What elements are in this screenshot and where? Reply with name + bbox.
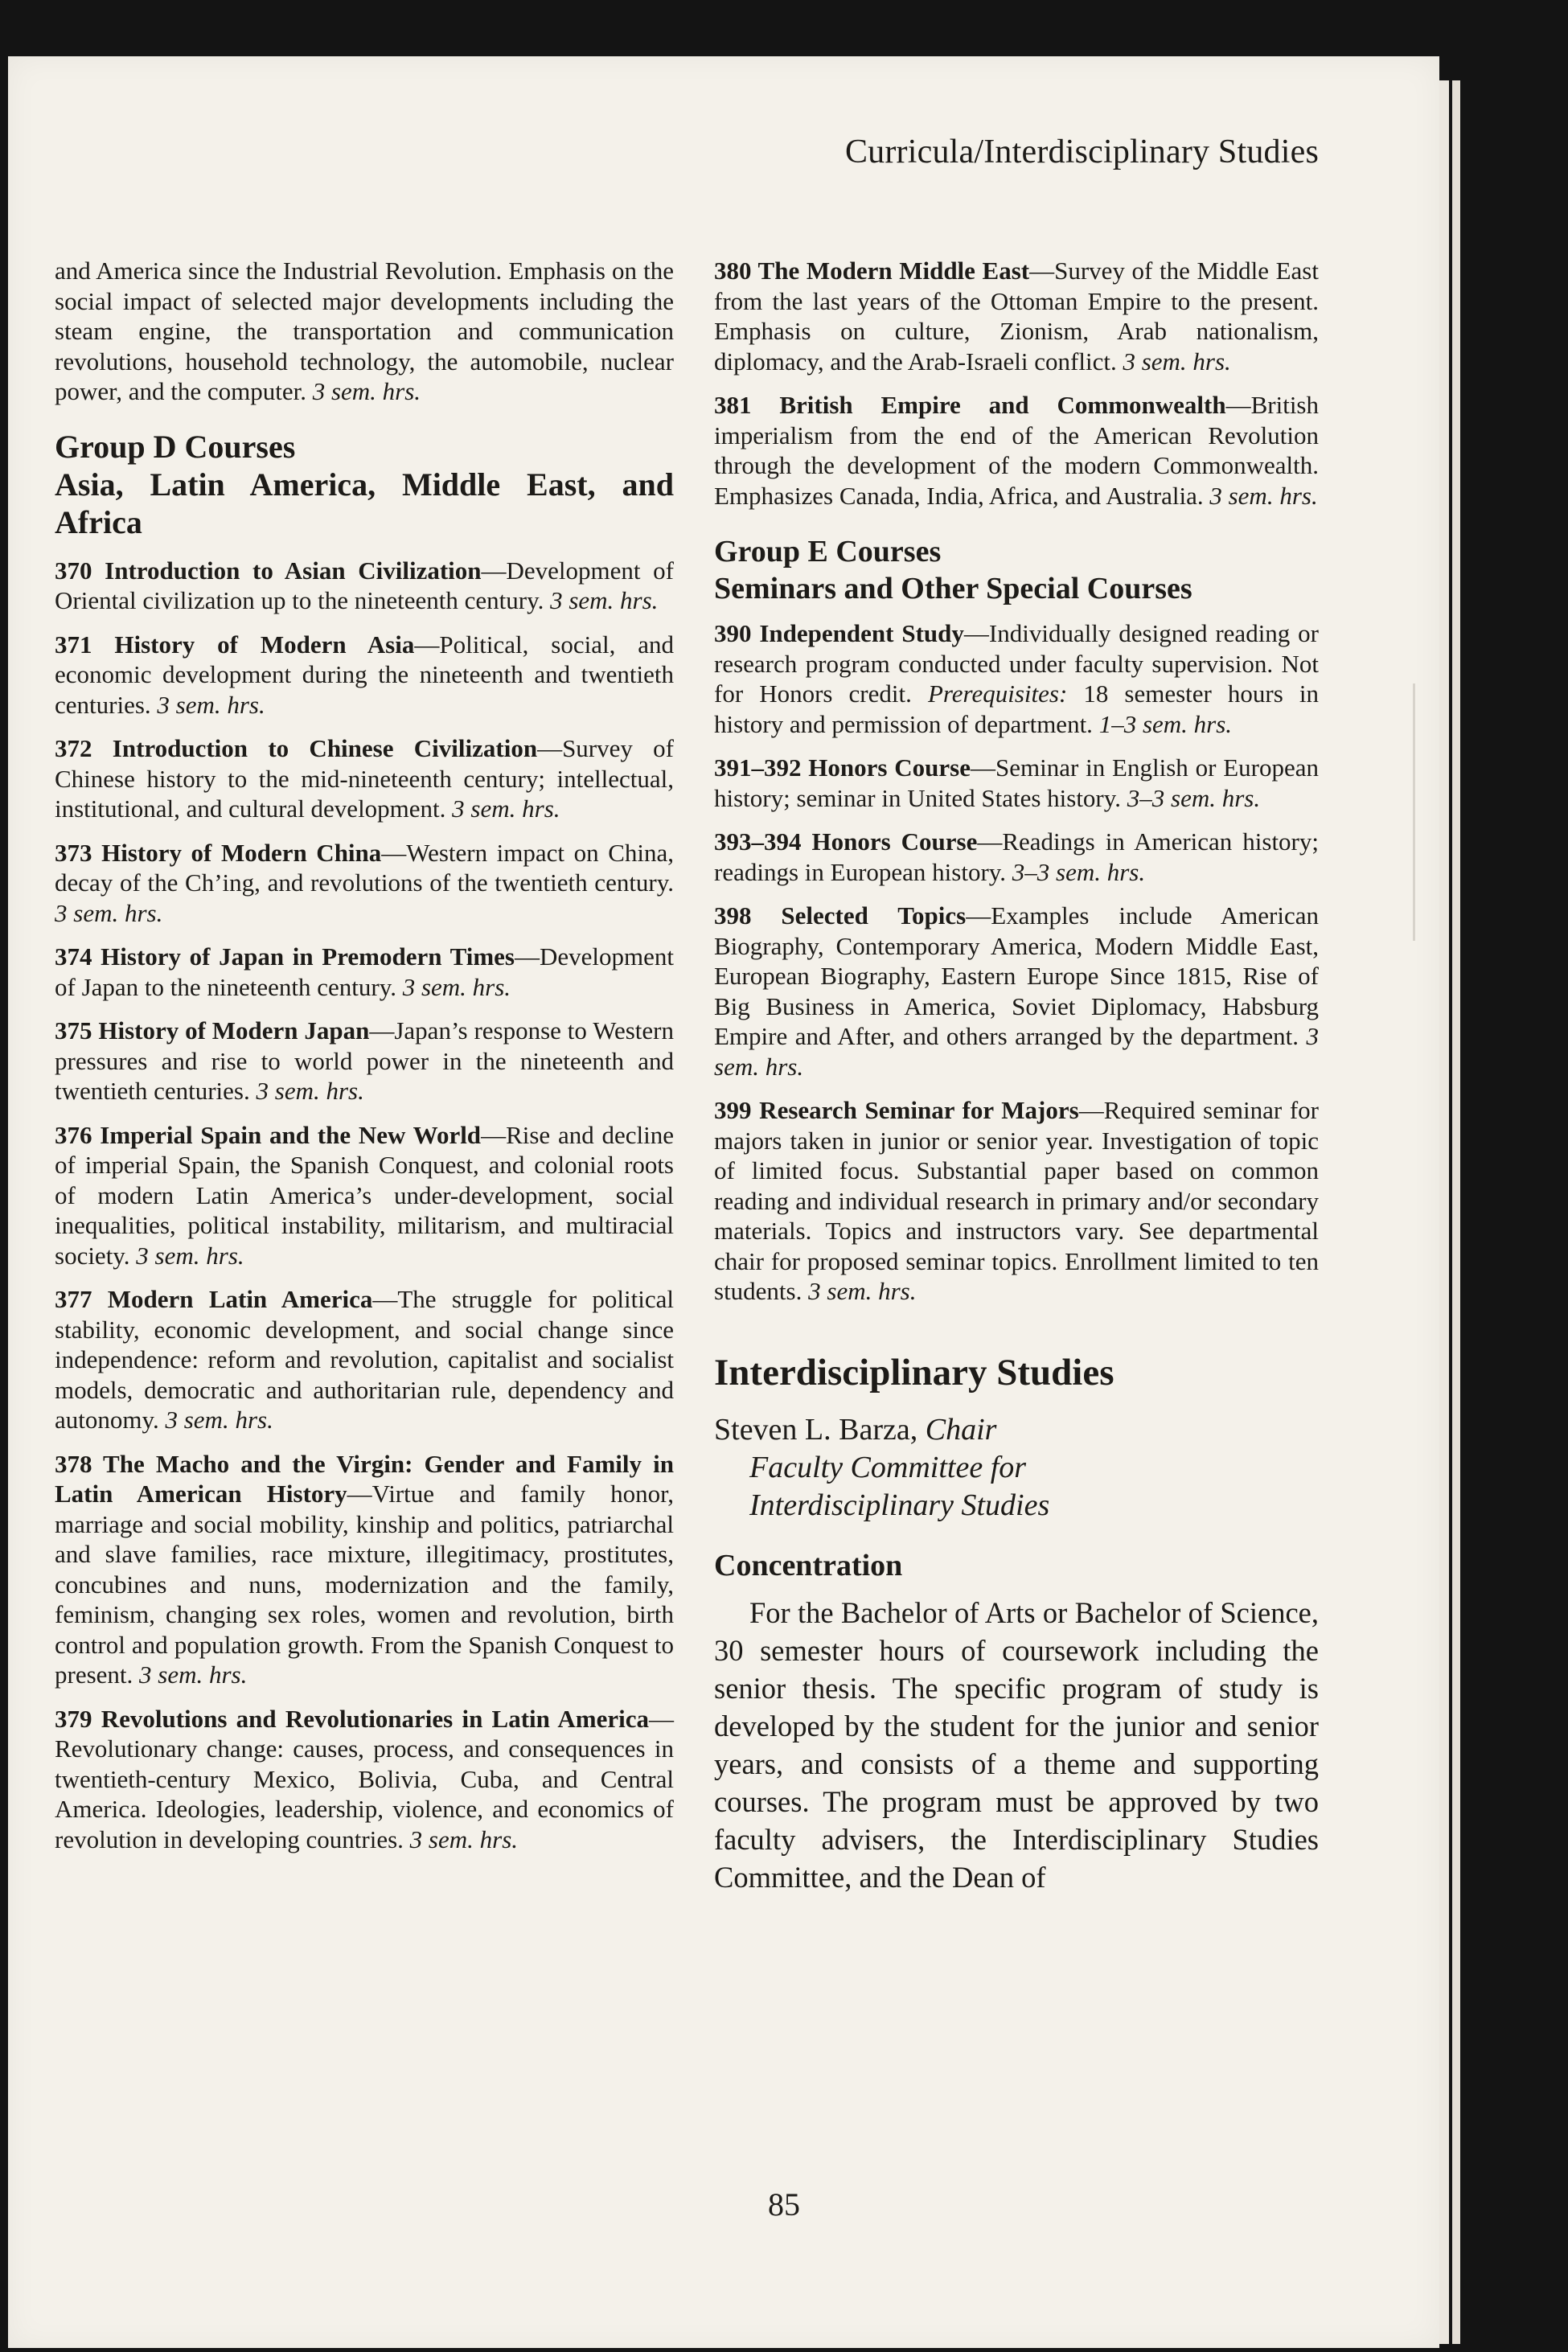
- credit-hours: 3 sem. hrs.: [1209, 481, 1318, 510]
- course-title: 371 History of Modern Asia: [55, 630, 415, 659]
- group-e-title: Group E Courses: [714, 535, 942, 569]
- course-description: —The struggle for political stability, economic development, and social change since independence: reform and revolution, capitalist and socialist models, democratic and authoritarian rule, dependency and autonomy.: [55, 1285, 674, 1434]
- course-entry-390: [714, 618, 1319, 739]
- page-edge: [1452, 80, 1460, 2344]
- credit-hours: 1–3 sem. hrs.: [1098, 709, 1233, 738]
- course-description: —Virtue and family honor, marriage and social mobility, kinship and politics, patriarchal and slave families, race mixture, illegitimacy, prostitutes, concubines and nuns, modernization and the family, feminism, changing sex roles, women and revolution, birth control and population growth. From the Spanish Conquest to present.: [55, 1480, 674, 1689]
- credit-hours: 3 sem. hrs.: [1123, 347, 1231, 376]
- course-entry-398: [714, 901, 1319, 1082]
- course-description: —Individually designed reading or research program conducted under faculty supervision. Not for Honors credit.: [714, 619, 1319, 708]
- credit-hours: 3 sem. hrs.: [714, 1022, 1320, 1081]
- course-title: 373 History of Modern China: [55, 838, 382, 867]
- course-description: —Revolutionary change: causes, process, and consequences in twentieth-century Mexico, Bolivia, Cuba, and Central America. Ideologies, leadership, violence, and economics of revolution in developing countries.: [55, 1704, 674, 1853]
- course-entry-391-392: [714, 753, 1319, 813]
- group-e-heading: [714, 533, 1319, 607]
- course-entry-373: [55, 838, 674, 929]
- running-head: Curricula/Interdisciplinary Studies: [844, 133, 1319, 170]
- concentration-heading: Concentration: [714, 1548, 903, 1582]
- course-description: —Survey of the Middle East from the last years of the Ottoman Empire to the present. Emphasis on culture, Zionism, Arab nationalism, diplomacy, and the Arab-Israeli conflict.: [714, 257, 1319, 376]
- page-edge: [1439, 80, 1449, 2344]
- concentration-paragraph: For the Bachelor of Arts or Bachelor of Science, 30 semester hours of coursework including the senior thesis. The specific program of study is developed by the student for the junior and senior years, and consists of a theme and supporting courses. The program must be approved by two faculty advisers, the Interdisciplinary Studies Committee, and the Dean of: [714, 1595, 1319, 1894]
- group-e-subtitle: Seminars and Other Special Courses: [714, 572, 1192, 605]
- right-column: [714, 256, 1319, 1896]
- chair-name: Steven L. Barza,: [714, 1412, 926, 1447]
- committee-line-1: Faculty Committee for: [749, 1450, 1027, 1484]
- course-entry-372: [55, 733, 674, 824]
- course-description: —Required seminar for majors taken in junior or senior year. Investigation of topic of limited focus. Substantial paper based on common reading and individual research in primary and/or secondary materials. Topics and instructors vary. See departmental chair for proposed seminar topics. Enrollment limited to ten students.: [714, 1096, 1319, 1305]
- course-title: 391–392 Honors Course: [714, 753, 971, 782]
- committee-line-2: Interdisciplinary Studies: [749, 1488, 1050, 1522]
- course-entry-378: [55, 1449, 674, 1690]
- course-description: —Rise and decline of imperial Spain, the Spanish Conquest, and colonial roots of modern Latin America’s under-development, social inequalities, political instability, militarism, and multiracial society.: [55, 1120, 674, 1270]
- credit-hours: 3 sem. hrs.: [409, 1825, 519, 1853]
- course-description: —Survey of Chinese history to the mid-nineteenth century; intellectual, institutional, and cultural development.: [55, 734, 674, 823]
- course-description: —Political, social, and economic development during the nineteenth and twentieth centuries.: [55, 630, 674, 719]
- course-entry-377: [55, 1284, 674, 1435]
- margin-rule: [1413, 683, 1415, 941]
- course-entry-399: [714, 1095, 1319, 1307]
- chair-role: Chair: [925, 1412, 997, 1447]
- course-title: 376 Imperial Spain and the New World: [55, 1120, 482, 1149]
- credit-hours: 3 sem. hrs.: [136, 1241, 244, 1270]
- course-entry-376: [55, 1120, 674, 1271]
- course-title: 379 Revolutions and Revolutionaries in Latin America: [55, 1704, 649, 1733]
- credit-hours: 3 sem. hrs.: [165, 1406, 273, 1434]
- credit-hours: 3–3 sem. hrs.: [1012, 857, 1146, 886]
- prerequisites-label: Prerequisites:: [927, 679, 1068, 708]
- course-title: 370 Introduction to Asian Civilization: [55, 556, 482, 585]
- credit-hours: 3 sem. hrs.: [55, 898, 163, 927]
- interdisciplinary-title: Interdisciplinary Studies: [714, 1351, 1114, 1394]
- course-title: 372 Introduction to Chinese Civilization: [55, 734, 538, 762]
- course-entry-375: [55, 1016, 674, 1106]
- course-title: 381 British Empire and Commonwealth: [714, 391, 1226, 419]
- credit-hours: 3 sem. hrs.: [402, 972, 511, 1001]
- credit-hours: 3–3 sem. hrs.: [1127, 783, 1261, 812]
- group-d-title: Group D Courses: [55, 428, 296, 465]
- course-title: 375 History of Modern Japan: [55, 1016, 370, 1045]
- course-description: —British imperialism from the end of the American Revolution through the development of the modern Commonwealth. Emphasizes Canada, India, Africa, and Australia.: [714, 391, 1319, 510]
- course-title: 393–394 Honors Course: [714, 827, 978, 856]
- course-title: 390 Independent Study: [714, 619, 964, 647]
- course-entry-393-394: [714, 827, 1319, 887]
- course-entry-371: [55, 630, 674, 720]
- course-entry-374: [55, 942, 674, 1002]
- credit-hours: 3 sem. hrs.: [256, 1077, 364, 1105]
- course-title: 377 Modern Latin America: [55, 1285, 373, 1313]
- credit-hours: 3 sem. hrs.: [452, 794, 560, 823]
- course-description: —Japan’s response to Western pressures and rise to world power in the nineteenth and twentieth centuries.: [55, 1016, 675, 1105]
- course-description: —Readings in American history; readings in European history.: [714, 827, 1319, 886]
- credit-hours: 3 sem. hrs.: [157, 690, 265, 719]
- group-d-subtitle: Asia, Latin America, Middle East, and Africa: [55, 466, 674, 540]
- course-title: 398 Selected Topics: [714, 901, 967, 930]
- course-entry-380: [714, 256, 1319, 376]
- group-d-heading: [55, 428, 674, 541]
- course-entry-379: [55, 1704, 674, 1855]
- course-description: —Seminar in English or European history; seminar in United States history.: [714, 753, 1320, 812]
- course-description: —Development of Oriental civilization up to the nineteenth century.: [55, 556, 675, 614]
- chair-block: [714, 1411, 1319, 1525]
- course-title: 380 The Modern Middle East: [714, 257, 1030, 285]
- course-title: 399 Research Seminar for Majors: [714, 1096, 1079, 1124]
- continued-paragraph: and America since the Industrial Revolution. Emphasis on the social impact of selected major developments including the steam engine, the transportation and communication revolutions, household technology, the automobile, nuclear power, and the computer. 3 sem. hrs.: [55, 257, 674, 405]
- page-number: 85: [768, 2186, 800, 2223]
- course-description: —Western impact on China, decay of the Ch’ing, and revolutions of the twentieth century.: [55, 838, 675, 897]
- credit-hours: 3 sem. hrs.: [808, 1277, 917, 1305]
- course-entry-381: [714, 390, 1319, 511]
- left-column: [55, 256, 674, 1868]
- credit-hours: 3 sem. hrs.: [312, 377, 421, 405]
- prerequisites-text: 18 semester hours in history and permission of department.: [714, 679, 1319, 738]
- course-description: —Examples include American Biography, Contemporary America, Modern Middle East, European Biography, Eastern Europe Since 1815, Rise of Big Business in America, Soviet Diplomacy, Habsburg Empire and After, and others arranged by the department.: [714, 901, 1319, 1050]
- course-title: 378 The Macho and the Virgin: Gender and Family in Latin American History: [55, 1449, 674, 1508]
- course-description: —Development of Japan to the nineteenth century.: [55, 942, 674, 1001]
- course-title: 374 History of Japan in Premodern Times: [55, 942, 515, 971]
- credit-hours: 3 sem. hrs.: [550, 586, 659, 614]
- course-entry-370: [55, 556, 674, 616]
- credit-hours: 3 sem. hrs.: [139, 1660, 248, 1689]
